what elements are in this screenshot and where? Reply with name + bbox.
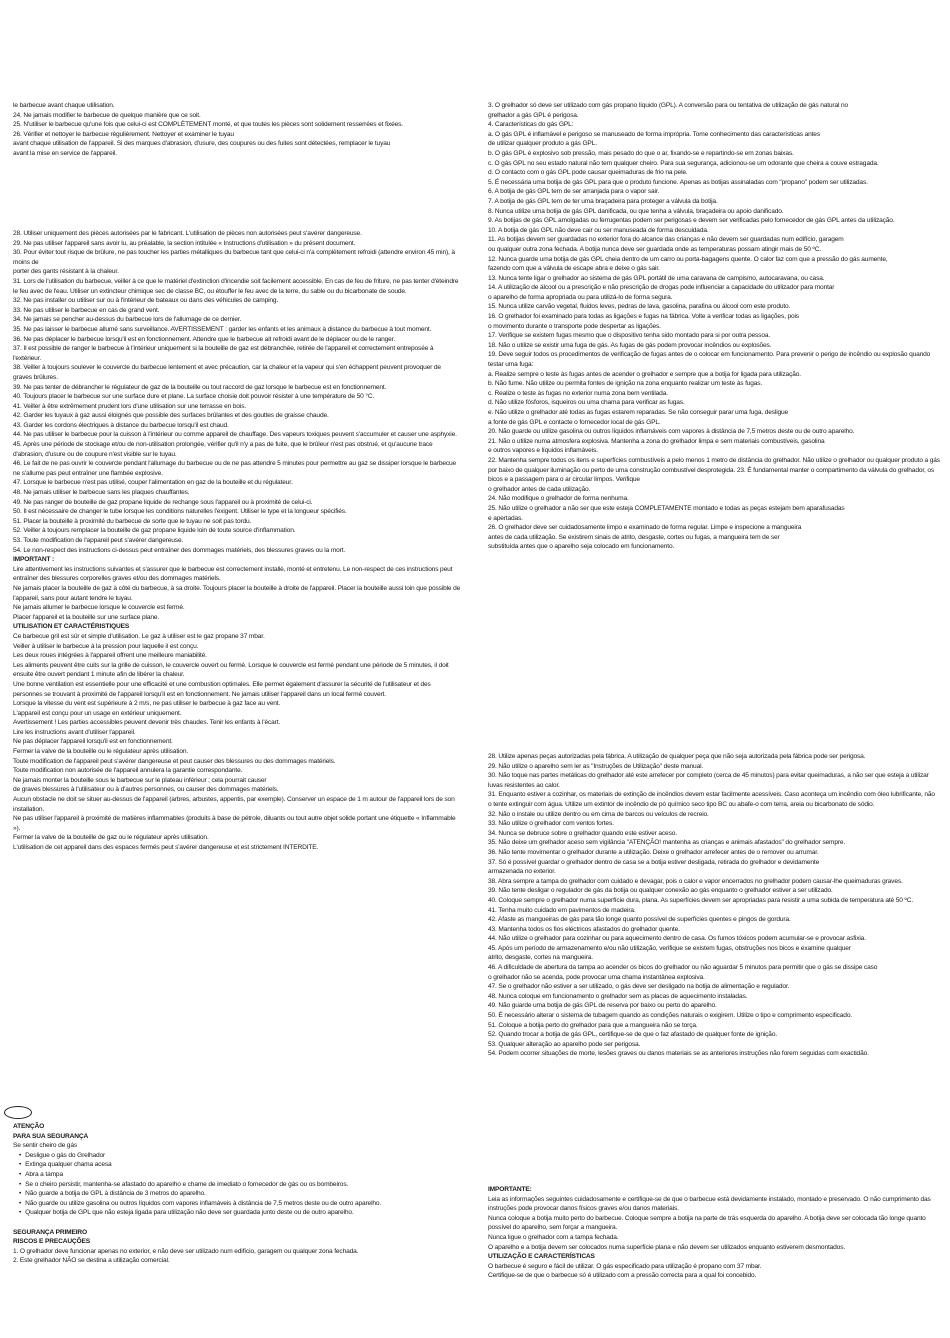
text-line: 2. Este grelhador NÃO se destina a utilização comercial.	[13, 1257, 170, 1265]
text-line: Leia as informações seguintes cuidadosamente e certifique-se de que o barbecue está devidamente instalado, montado e preservado. O não cumprimento das instruções pode provocar danos físicos graves e/ou danos materiais.	[488, 1195, 931, 1213]
text-line: Lire attentivement les instructions suivantes et s'assurer que le barbecue est correctement installé, monté et entretenu. Le non-respect de ces instructions peut entraîner des blessures corporelles graves et/ou des dommages matériels.	[13, 565, 453, 583]
text-line: 48. Nunca coloque em funcionamento o grelhador sem as placas de aquecimento instaladas.	[488, 992, 748, 1000]
text-line: 53. Qualquer alteração ao aparelho pode ser perigosa.	[488, 1040, 641, 1048]
text-line: 50. Il est nécessaire de changer le tube lorsque les conditions naturelles l'exigent. Utiliser le type et la longueur spécifiés.	[13, 508, 347, 516]
text-line: 26. Vérifier et nettoyer le barbecue régulièrement. Nettoyer et examiner le tuyau	[13, 130, 234, 138]
text-line: 40. Coloque sempre o grelhador numa superfície dura, plana. As superfícies devem ser apropriadas para resistir a uma subida de temperatura até 50 ºC.	[488, 896, 914, 904]
list-item: • Não guarde ou utilize gasolina ou outros líquidos com vapores inflamáveis à distância de 7,5 metros deste ou de outro aparelho.	[19, 1199, 461, 1209]
text-line: 12. Nunca guarde uma botija de gás GPL cheia dentro de um carro ou porta-bagagens quente. O calor faz com que a pressão do gás aumente,	[488, 255, 888, 263]
text-line: Ne jamais monter la bouteille sous le barbecue sur le plateau inférieur ; cela pourrait causer	[13, 776, 267, 784]
text-line: a. Realize sempre o teste às fugas antes de acender o grelhador e sempre que a botija for ligada para utilização.	[488, 370, 801, 378]
text-line: avant la mise en service de l'appareil.	[13, 149, 117, 157]
text-line: 19. Deve seguir todos os procedimentos de verificação de fugas antes de o colocar em funcionamento. Para prevenir o perigo de incêndio ou explosão quando testar uma fuga:	[488, 351, 931, 369]
text-line: 35. Não deixe um grelhador aceso sem vigilância "ATENÇÃO! mantenha as crianças e animais afastados" do grelhador sempre.	[488, 839, 846, 847]
text-line: Placer l'appareil et la bouteille sur une surface plane.	[13, 613, 160, 621]
text-line: atrito, desgaste, cortes na mangueira.	[488, 954, 593, 962]
text-line: 10. A botija de gás GPL não deve cair ou ser manuseada de forma descuidada.	[488, 226, 709, 234]
text-line: 38. Veiller à toujours soulever le couvercle du barbecue lentement et avec précaution, car la chaleur et la vapeur qui s'en échappent peuvent provoquer de graves brûlures.	[13, 364, 441, 381]
section-heading: SEGURANÇA PRIMEIRO	[13, 1228, 87, 1236]
text-line: de graves blessures à l'utilisateur ou à d'autres personnes, ou causer des dommages matériels.	[13, 786, 279, 794]
left-block-2	[13, 229, 461, 853]
text-line: Avertissement ! Les parties accessibles peuvent devenir très chaudes. Tenir les enfants à l'écart.	[13, 719, 281, 727]
text-line: 35. Ne pas laisser le barbecue allumé sans surveillance. AVERTISSEMENT : garder les enfants et les animaux à distance du barbecue à tout moment.	[13, 325, 432, 333]
text-line: Toute modification non autorisée de l'appareil annulera la garantie correspondante.	[13, 767, 243, 775]
text-line: 39. Ne pas tenter de débrancher le régulateur de gaz de la bouteille ou tout raccord de gaz lorsque le barbecue est en fonctionnement.	[13, 383, 387, 391]
text-line: 21. Não o utilize numa atmosfera explosiva. Mantenha a zona do grelhador limpa e sem materiais combustíveis, gasolina	[488, 437, 825, 445]
text-line: 34. Nunca se debruce sobre o grelhador quando este estiver aceso.	[488, 829, 677, 837]
list-item: • Abra a tampa	[19, 1170, 461, 1180]
text-line: o grelhador antes de cada utilização.	[488, 485, 591, 493]
section-heading: IMPORTANTE:	[488, 1186, 532, 1193]
text-line: 46. A dificuldade de abertura da tampa ao acender os bicos do grelhador ou não aguardar 5 minutos para permitir que o gás se dissipe caso	[488, 964, 878, 972]
text-line: 25. N'utiliser le barbecue qu'une fois que celui-ci est COMPLÈTEMENT monté, et que toutes les pièces sont solidement resserrées et fixées.	[13, 121, 403, 129]
text-line: Nunca ligue o grelhador com a tampa fechada.	[488, 1233, 619, 1241]
list-item: • Qualquer botija de GPL que não esteja ligada para utilização não deve ser guardada junto deste ou de outro aparelho.	[19, 1208, 461, 1218]
right-block-3	[488, 1185, 943, 1281]
text-line: 37. Só é possível guardar o grelhador dentro de casa se a botija estiver desligada, retirada do grelhador e devidamente	[488, 858, 820, 866]
text-line: 11. As botijas devem ser guardadas no exterior fora do alcance das crianças e não devem ser guardadas num edifício, garagem	[488, 236, 844, 244]
right-block-2	[488, 752, 943, 1059]
text-line: 47. Lorsque le barbecue n'est pas utilisé, couper l'alimentation en gaz de la bouteille et du régulateur.	[13, 479, 293, 487]
text-line: 9. As botijas de gás GPL amolgadas ou ferrugentas podem ser perigosas e devem ser verificadas pelo fornecedor de gás GPL antes da utilização.	[488, 217, 895, 225]
text-line: porter des gants résistant à la chaleur.	[13, 268, 119, 276]
text-line: Fermer la valve de la bouteille de gaz ou le régulateur après utilisation.	[13, 834, 209, 842]
text-line: 46. Le fait de ne pas ouvrir le couvercle pendant l'allumage du barbecue ou de ne pas attendre 5 minutes pour permettre au gaz se dissiper lorsque le barbecue ne s'allume pas peut entraîner une flambée explosive.	[13, 460, 457, 477]
text-line: 40. Toujours placer le barbecue sur une surface dure et plane. La surface choisie doit pouvoir résister à une température de 50 °C.	[13, 393, 375, 401]
text-line: 51. Placer la bouteille à proximité du barbecue de sorte que le tuyau ne soit pas tordu.	[13, 517, 252, 525]
text-line: 24. Não modifique o grelhador de forma nenhuma.	[488, 495, 629, 503]
text-line: c. Realize o teste às fugas no exterior numa zona bem ventilada.	[488, 389, 668, 397]
text-line: avant chaque utilisation de l'appareil. Si des marques d'abrasion, d'usure, des coupures ou des fuites sont détectées, remplacer le tuyau	[13, 140, 391, 148]
text-line: Ce barbecue gril est sûr et simple d'utilisation. Le gaz à utiliser est le gaz propane 37 mbar.	[13, 632, 265, 640]
text-line: Aucun obstacle ne doit se situer au-dessus de l'appareil (arbres, arbustes, appentis, par exemple). Conserver un espace de 1 m autour de l'appareil lors de son installation.	[13, 796, 455, 813]
text-line: b. Não fume. Não utilize ou permita fontes de ignição na zona enquanto realizar um teste às fugas.	[488, 380, 763, 388]
text-line: 26. O grelhador deve ser cuidadosamente limpo e examinado de forma regular. Limpe e inspecione a mangueira	[488, 524, 802, 532]
warning-oval-mark	[4, 1106, 32, 1119]
text-line: 16. O grelhador foi examinado para todas as ligações e fugas na fábrica. Volte a verificar todas as ligações, pois	[488, 313, 799, 321]
text-line: 30. Não toque nas partes metálicas do grelhador até este arrefecer por completo (cerca de 45 minutos) para evitar queimaduras, a não ser que esteja a utilizar luvas resistentes ao calor.	[488, 772, 929, 789]
safety-bullet-list	[13, 1151, 461, 1218]
text-line: 6. A botija de gás GPL tem de ser arranjada para o vapor sair.	[488, 188, 660, 196]
text-line: 29. Ne pas utiliser l'appareil sans avoir lu, au préalable, la section intitulée « Instructions d'utilisation » du présent document.	[13, 239, 356, 247]
section-heading: UTILISATION ET CARACTÉRISTIQUES	[13, 623, 130, 631]
text-line: 42. Afaste as mangueiras de gás para tão longe quanto possível de superfícies quentes e pingos de gordura.	[488, 916, 791, 924]
text-line: 41. Veiller à être extrêmement prudent lors d'une utilisation sur une terrasse en bois.	[13, 402, 247, 410]
text-line: 25. Não utilize o grelhador a não ser que este esteja COMPLETAMENTE montado e todas as peças estejam bem aparafusadas	[488, 504, 845, 512]
text-line: Ne pas déplacer l'appareil lorsqu'il est en fonctionnement.	[13, 738, 173, 746]
text-line: O aparelho e a botija devem ser colocados numa superfície plana e não devem ser utilizados enquanto estiverem desmontados.	[488, 1243, 846, 1251]
text-line: b. O gás GPL é explosivo sob pressão, mais pesado do que o ar, fixando-se e repartindo-se em zonas baixas.	[488, 149, 794, 157]
text-line: 49. Ne pas ranger de bouteille de gaz propane liquide de rechange sous l'appareil ou à proximité de celui-ci.	[13, 498, 313, 506]
list-item: • Se o cheiro persistir, mantenha-se afastado do aparelho e chame de imediato o fornecedor de gás ou os bombeiros.	[19, 1180, 461, 1190]
text-line: 54. Podem ocorrer situações de morte, lesões graves ou danos materiais se as anteriores instruções não forem seguidas com exactidão.	[488, 1050, 869, 1058]
section-heading: IMPORTANT :	[13, 556, 55, 564]
text-line: o movimento durante o transporte pode despertar as ligações.	[488, 322, 661, 330]
text-line: ou qualquer outra zona fechada. A botija nunca deve ser guardada onde as temperaturas possam atingir mais de 50 ºC.	[488, 245, 822, 253]
text-line: o tente extinguir com água. Utilize um extintor de incêndio de pó químico seco tipo BC ou abafe-o com terra, areia ou bicarbonato de sódio.	[488, 800, 875, 808]
right-block-1	[488, 101, 943, 552]
text-line: 53. Toute modification de l'appareil peut s'avérer dangereuse.	[13, 537, 184, 544]
text-line: 14. A utilização de álcool ou a prescrição e não prescrição de drogas pode influenciar a capacidade do utilizador para montar	[488, 284, 835, 292]
text-line: 30. Pour éviter tout risque de brûlure, ne pas toucher les parties métalliques du barbecue tant que celui-ci n'a complètement refroidi (attendre environ 45 min), à moins de	[13, 249, 455, 266]
text-line: 39. Não tente desligar o regulador de gás da botija ou qualquer conexão ao gás enquanto o grelhador estiver a ser utilizado.	[488, 887, 833, 895]
text-line: o aparelho de forma apropriada ou para utilizá-lo de forma segura.	[488, 293, 673, 301]
text-line: 33. Ne pas utiliser le barbecue en cas de grand vent.	[13, 306, 160, 314]
text-line: L'utilisation de cet appareil dans des espaces fermés peut s'avérer dangereuse et est strictement INTERDITE.	[13, 844, 319, 851]
text-line: Lire les instructions avant d'utiliser l'appareil.	[13, 728, 136, 736]
text-line: 37. Il est possible de ranger le barbecue à l'intérieur uniquement si la bouteille de gaz est débranchée, retirée de l'appareil et correctement entreposée à l'extérieur.	[13, 345, 434, 362]
text-line: 52. Quando trocar a botija de gás GPL, certifique-se de que o faz afastado de qualquer fonte de ignição.	[488, 1031, 778, 1039]
section-heading: UTILIZAÇÃO E CARACTERÍSTICAS	[488, 1253, 595, 1261]
text-line: Veiller à utiliser le barbecue à la pression pour laquelle il est conçu.	[13, 642, 199, 650]
text-line: 45. Após um período de armazenamento e/ou não utilização, verifique se existem fugas, obstruções nos bicos e examine qualquer	[488, 944, 851, 952]
text-line: 18. Não o utilize se existir uma fuga de gás. As fugas de gás podem provocar incêndios ou explosões.	[488, 341, 772, 349]
text-line: 15. Nunca utilize carvão vegetal, fluidos leves, pedras de lava, gasolina, parafina ou álcool com este produto.	[488, 303, 791, 311]
text-line: 22. Mantenha sempre todos os itens e superfícies combustíveis a pelo menos 1 metro de distância do grelhador. Não utilize o grelhador ou qualquer produto a gás por baixo de qualquer iluminação ou perto de uma construção combustível desprotegida. 23. É fundamental manter o compartimento da válvula do grelhador, os bicos e a passagem para o ar circular limpos. Verifique	[488, 456, 940, 484]
text-line: o grelhador não se acenda, pode provocar uma chama instantânea explosiva.	[488, 973, 705, 981]
text-line: Certifique-se de que o barbecue só é utilizado com a pressão correcta para a qual foi concebido.	[488, 1272, 757, 1280]
text-line: 31. Lors de l'utilisation du barbecue, veiller à ce que le matériel d'extinction d'incendie soit facilement accessible. En cas de feu de friture, ne pas tenter d'éteindre le feu avec de l'eau. Utiliser un extincteur chimique sec de classe BC, ou étouffer le feu avec de la terre, du sable ou du bicarbonate de soude.	[13, 277, 459, 295]
text-line: 51. Coloque a botija perto do grelhador para que a mangueira não se torça.	[488, 1021, 698, 1029]
text-line: 36. Ne pas déplacer le barbecue lorsqu'il est en fonctionnement. Attendre que le barbecue ait refroidi avant de le déplacer ou de le ranger.	[13, 335, 396, 343]
text-line: 24. Ne jamais modifier le barbecue de quelque manière que ce soit.	[13, 111, 201, 119]
text-line: 29. Não utilize o aparelho sem ler as "Instruções de Utilização" deste manual.	[488, 762, 704, 770]
text-line: 36. Não tente movimentar o grelhador durante a utilização. Deixe o grelhador arrefecer antes de o remover ou arrumar.	[488, 848, 819, 856]
text-line: 34. Ne jamais se pencher au-dessus du barbecue lors de l'allumage de ce dernier.	[13, 316, 242, 324]
text-line: d. O contacto com o gás GPL pode causar queimaduras de frio na pele.	[488, 169, 688, 177]
left-block-1	[13, 101, 461, 159]
text-line: fazendo com que a válvula de escape abra e deixe o gás sair.	[488, 265, 660, 273]
text-line: 20. Não guarde ou utilize gasolina ou outros líquidos inflamáveis com vapores à distância de 7,5 metros deste ou de outro aparelho.	[488, 428, 855, 436]
text-line: 8. Nunca utilize uma botija de gás GPL danificada, ou que tenha a válvula, braçadeira ou apoio danificado.	[488, 207, 784, 215]
text-line: 33. Não utilize o grelhador com ventos fortes.	[488, 820, 614, 828]
text-line: Une bonne ventilation est essentielle pour une efficacité et une combustion optimales. Elle permet également d'assurer la sécurité de l'utilisateur et des personnes se trouvant à proximité de l'appareil lorsqu'il est en fonctionnement. Ne jamais utiliser l'appareil dans un local fermé couvert.	[13, 680, 431, 698]
text-line: 28. Utiliser uniquement des pièces autorisées par le fabricant. L'utilisation de pièces non autorisées peut s'avérer dangereuse.	[13, 230, 362, 237]
list-item: • Desligue o gás do Grelhador	[19, 1151, 461, 1161]
text-line: Fermer la valve de la bouteille ou le régulateur après utilisation.	[13, 748, 189, 756]
text-line: 38. Abra sempre a tampa do grelhador com cuidado e devagar, pois o calor e vapor encerrados no grelhador podem causar-lhe queimaduras graves.	[488, 877, 903, 885]
text-line: Se sentir cheiro de gás	[13, 1142, 77, 1150]
text-line: Les deux roues intégrées à l'appareil offrent une meilleure maniabilité.	[13, 652, 207, 660]
text-line: e apertadas.	[488, 514, 523, 522]
text-line: armazenada no exterior.	[488, 868, 556, 876]
text-line: 45. Après une période de stockage et/ou de non-utilisation prolongée, vérifier qu'il n'y a pas de fuite, que le brûleur n'est pas obstrué, et qu'aucune trace d'abrasion, d'usure ou de coupure n'est visible sur le tuyau.	[13, 441, 433, 458]
text-line: Lorsque la vitesse du vent est supérieure à 2 m/s, ne pas utiliser le barbecue à gaz face au vent.	[13, 700, 281, 708]
list-item: • Não guarde a botija de GPL à distância de 3 metros do aparelho.	[19, 1189, 461, 1199]
list-item: • Extinga qualquer chama acesa	[19, 1160, 461, 1170]
spacer	[13, 1218, 461, 1228]
text-line: substituída antes que o aparelho seja colocado em funcionamento.	[488, 543, 675, 551]
text-line: 13. Nunca tente ligar o grelhador ao sistema de gás GPL portátil de uma caravana de campismo, autocaravana, ou casa.	[488, 274, 825, 282]
text-line: 3. O grelhador só deve ser utilizado com gás propano líquido (GPL). A conversão para ou tentativa de utilização de gás natural no	[488, 102, 849, 109]
text-line: 49. Não guarde uma botija de gás GPL de reserva por baixo ou perto do aparelho.	[488, 1002, 717, 1010]
text-line: 1. O grelhador deve funcionar apenas no exterior, e não deve ser utilizado num edifício, garagem ou qualquer zona fechada.	[13, 1247, 359, 1255]
text-line: le barbecue avant chaque utilisation.	[13, 102, 115, 109]
text-line: 32. Não o instale ou utilize dentro ou em cima de barcos ou veículos de recreio.	[488, 810, 709, 818]
text-line: de utilizar qualquer produto a gás GPL.	[488, 140, 597, 148]
text-line: Ne jamais placer la bouteille de gaz à côté du barbecue, à sa droite. Toujours placer la bouteille à droite de l'appareil. Placer la bouteille aussi loin que possible de l'appareil, sans pour autant tendre le tuyau.	[13, 584, 461, 602]
text-line: Ne pas utiliser l'appareil à proximité de matières inflammables (produits à base de pétrole, diluants ou tout autre objet solide portant une étiquette « Inflammable »).	[13, 815, 456, 832]
section-heading: RISCOS E PRECAUÇÕES	[13, 1238, 91, 1246]
text-line: O barbecue é seguro e fácil de utilizar. O gás especificado para utilização é propano com 37 mbar.	[488, 1262, 762, 1270]
text-line: 44. Ne pas utiliser le barbecue pour la cuisson à l'intérieur ou comme appareil de chauffage. Des vapeurs toxiques peuvent s'accumuler et causer une asphyxie.	[13, 431, 457, 439]
text-line: 54. Le non-respect des instructions ci-dessus peut entraîner des dommages matériels, des blessures graves ou la mort.	[13, 546, 346, 554]
text-line: 28. Utilize apenas peças autorizadas pela fábrica. A utilização de qualquer peça que não seja autorizada pela fábrica pode ser perigosa.	[488, 753, 866, 760]
text-line: e outros vapores e líquidos inflamáveis.	[488, 447, 598, 455]
text-line: Ne jamais allumer le barbecue lorsque le couvercle est fermé.	[13, 604, 185, 612]
left-block-3	[13, 1122, 461, 1266]
text-line: 41. Tenha muito cuidado em pavimentos de madeira.	[488, 906, 636, 914]
text-line: Les aliments peuvent être cuits sur la grille de cuisson, le couvercle ouvert ou fermé. Lorsque le couvercle est fermé pendant une période de 5 minutes, il doit ensuite être ouvert pendant 1 minute afin de libérer la chaleur.	[13, 661, 449, 679]
text-line: 50. É necessário alterar o sistema de tubagem quando as condições naturais o exigirem. Utilize o tipo e comprimento especificado.	[488, 1012, 853, 1020]
text-line: 7. A botija de gás GPL tem de ter uma braçadeira para proteger a válvula da botija.	[488, 197, 718, 205]
safety-heading: PARA SUA SEGURANÇA	[13, 1132, 89, 1140]
text-line: 47. Se o grelhador não estiver a ser utilizado, o gás deve ser desligado na botija de alimentação e regulador.	[488, 983, 790, 991]
text-line: c. O gás GPL no seu estado natural não tem qualquer cheiro. Para sua segurança, adicionou-se um odorante que cheira a couve estragada.	[488, 159, 879, 167]
text-line: 17. Verifique se existem fugas mesmo que o dispositivo tenha sido montado para si por outra pessoa.	[488, 332, 771, 340]
text-line: 31. Enquanto estiver a cozinhar, os materiais de extinção de incêndios devem estar facilmente acessíveis. Caso aconteça um incêndio com óleo lubrificante, não	[488, 791, 935, 799]
text-line: 4. Características do gás GPL:	[488, 121, 574, 129]
text-line: 52. Veiller à toujours remplacer la bouteille de gaz propane liquide loin de toute source d'inflammation.	[13, 527, 296, 535]
text-line: Nunca coloque a botija muito perto do barbecue. Coloque sempre a botija na parte de trás esquerda do aparelho. A botija deve ser colocada tão longe quanto possível do aparelho, sem forçar a mangueira.	[488, 1214, 926, 1232]
text-line: 32. Ne pas installer ou utiliser sur ou à l'intérieur de bateaux ou dans des véhicules de camping.	[13, 297, 279, 305]
text-line: a fonte de gás GPL e contacte o fornecedor local de gás GPL.	[488, 418, 661, 426]
text-line: 5. É necessária uma botija de gás GPL para que o produto funcione. Apenas as botijas assinaladas com "propano" podem ser utilizadas.	[488, 178, 868, 186]
text-line: 42. Garder les tuyaux à gaz aussi éloignés que possible des surfaces brûlantes et des gouttes de graisse chaude.	[13, 412, 329, 420]
text-line: d. Não utilize fósforos, isqueiros ou uma chama para verificar as fugas.	[488, 399, 685, 407]
text-line: grelhador a gás GPL é perigosa.	[488, 111, 579, 119]
text-line: a. O gás GPL é inflamável e perigoso se manuseado de forma imprópria. Tome conhecimento das características antes	[488, 130, 820, 138]
text-line: L'appareil est conçu pour un usage en extérieur uniquement.	[13, 709, 182, 717]
text-line: Toute modification de l'appareil peut s'avérer dangereuse et peut causer des blessures ou des dommages matériels.	[13, 757, 336, 765]
atencao-heading: ATENÇÃO	[13, 1123, 45, 1130]
text-line: 48. Ne jamais utiliser le barbecue sans les plaques chauffantes.	[13, 489, 190, 497]
text-line: 43. Mantenha todos os fios eléctricos afastados do grelhador quente.	[488, 925, 680, 933]
text-line: antes de cada utilização. Se existirem sinais de atrito, desgaste, cortes ou fugas, a mangueira tem de ser	[488, 533, 780, 541]
text-line: 44. Não utilize o grelhador para cozinhar ou para aquecimento dentro de casa. Os fumos tóxicos podem acumular-se e provocar asfixia.	[488, 935, 866, 943]
text-line: 43. Garder les cordons électriques à distance du barbecue lorsqu'il est chaud.	[13, 421, 229, 429]
text-line: e. Não utilize o grelhador até todas as fugas estarem reparadas. Se não conseguir parar uma fuga, desligue	[488, 409, 789, 416]
